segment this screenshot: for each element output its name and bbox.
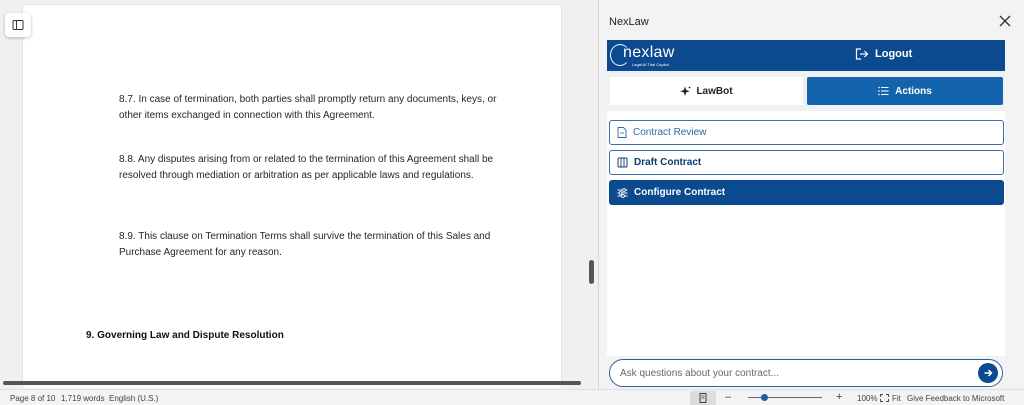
sliders-icon: [617, 188, 628, 198]
paragraph-8-9: 8.9. This clause on Termination Terms shall survive the termination of this Sales and Purchase Agreement for any reason.: [119, 231, 491, 258]
page-view-icon: [699, 393, 707, 403]
page-count[interactable]: Page 8 of 10: [10, 394, 56, 403]
section-heading-9: 9. Governing Law and Dispute Resolution: [86, 330, 284, 341]
logout-label: Logout: [875, 48, 913, 60]
tab-actions[interactable]: [807, 77, 1003, 105]
configure-contract-label: Configure Contract: [634, 187, 726, 198]
vertical-scrollbar-thumb[interactable]: [589, 260, 594, 284]
paragraph-8-8: 8.8. Any disputes arising from or related to the termination of this Agreement shall be resolved through mediation or arbitration as per applicable laws and regulations.: [119, 154, 494, 181]
draft-contract-label: Draft Contract: [634, 157, 702, 168]
fit-icon: [880, 394, 889, 402]
feedback-link[interactable]: Give Feedback to Microsoft: [907, 394, 1005, 403]
logo-wordmark: nexlaw: [623, 44, 675, 61]
zoom-out-button[interactable]: –: [725, 391, 732, 403]
logout-button[interactable]: [855, 48, 912, 60]
tab-lawbot[interactable]: [610, 77, 803, 105]
zoom-slider-knob[interactable]: [761, 394, 768, 401]
tab-lawbot-label: LawBot: [696, 85, 733, 97]
list-icon: [878, 86, 889, 96]
chat-box: [609, 359, 1003, 387]
contract-review-label: Contract Review: [633, 127, 707, 138]
navigation-pane-toggle-button[interactable]: [5, 13, 31, 37]
brand-bar: [607, 40, 1005, 71]
chat-input[interactable]: [620, 366, 960, 381]
word-count[interactable]: 1,719 words: [61, 394, 105, 403]
horizontal-scrollbar-thumb[interactable]: [3, 381, 581, 385]
arrow-right-icon: [983, 368, 993, 378]
contract-review-button[interactable]: [609, 120, 1004, 145]
zoom-level[interactable]: 100%: [857, 394, 878, 403]
language-indicator[interactable]: English (U.S.): [109, 394, 159, 403]
nexlaw-addin: [607, 40, 1005, 389]
draft-contract-button[interactable]: [609, 150, 1004, 175]
panel-toggle-icon: [12, 19, 24, 31]
paragraph-8-7: 8.7. In case of termination, both parties shall promptly return any documents, keys, or other items exchanged in connection with this Agreement.: [119, 94, 497, 121]
zoom-slider-track[interactable]: [748, 397, 822, 398]
configure-contract-button[interactable]: [609, 180, 1004, 205]
draft-icon: [617, 157, 628, 168]
chat-bar: [607, 356, 1005, 389]
sparkle-icon: [680, 86, 691, 97]
pane-title: NexLaw: [609, 16, 649, 28]
addin-task-pane: [598, 0, 1024, 389]
zoom-in-button[interactable]: +: [836, 391, 843, 403]
document-icon: [617, 127, 627, 138]
print-layout-view-button[interactable]: [690, 391, 716, 405]
document-page[interactable]: [23, 5, 561, 388]
close-icon: [998, 14, 1012, 28]
close-pane-button[interactable]: [998, 14, 1012, 28]
status-bar: [0, 389, 1024, 405]
tab-actions-label: Actions: [895, 85, 932, 97]
logout-icon: [855, 48, 869, 60]
send-button[interactable]: [978, 363, 998, 383]
fit-button[interactable]: Fit: [892, 394, 901, 403]
nexlaw-logo: [610, 42, 682, 69]
tab-bar: [607, 71, 1005, 111]
logo-tagline: Legal AI Trial Copilot: [632, 62, 669, 67]
